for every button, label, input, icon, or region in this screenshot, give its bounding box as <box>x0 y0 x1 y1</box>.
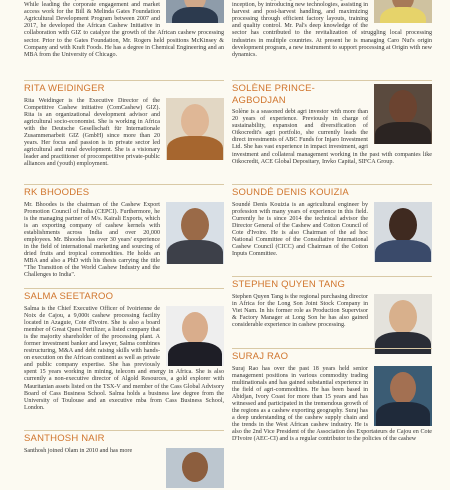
profile-sounde-denis-kouizia <box>232 184 432 264</box>
profile-name: SANTHOSH NAIR <box>24 433 105 444</box>
portrait-photo <box>374 366 432 426</box>
divider <box>24 184 224 185</box>
profile-bio: Salma is the Chief Executive Officer of Ivoirienne de Noix de Cajou, a 9,000t cashew processing facility located in Azaguie, Cote d'Ivoire. She is also a board member of Great Quest Fertilizer, a listed company that is the majority shareholder of the processing plant. A former investment banker and lawyer, Salma combines restructuring, M&A and debt raising skills with hands-on execution on the African continent as well as private and public company expertise. She has previously spent 15 years working in mining, telecom and energy in Africa. She is also currently a non-executive director of Algold Resources, a gold explorer with Mauritanian assets listed on the TSX-V and member of the Cass Global Advisory Board of Cass Business School. Salma holds a business law degree from the University of Toulouse and an executive mba from Cass Business School, London. <box>24 305 224 411</box>
profile-bio: Solène is a seasoned debt agri investor with more than 20 years of experience. Previously in charge of sustainability, expansion and diversification of Oikocredit's agri portfolio, she currently leads the direct investments of ABC Funds for Injaro Investment Ltd. She has vast experience in impact investment, agri investment and collateral management working in the past with companies like Oikocredit, ACE Global Depositary, Invko Capital, SIFCA Group. <box>232 109 432 165</box>
profile-salma-seetaroo <box>24 288 224 412</box>
profile-top-left <box>24 0 224 59</box>
portrait-photo <box>374 294 432 354</box>
profile-bio: Suraj Rao has over the past 18 years held senior management positions in various commodity trading multinationals and has gained substantial experience in the field of agri-commodities. He has been based in Abidjan, Ivory Coast for more than 15 years and has witnessed and participated in the tremendous growth of the regions as a cashew exporting geography. Suraj has a deep understanding of the cashew supply chain and the trends in the West African cashew industry. He is also the 2nd Vice President of the Association des Exportateurs de Cajou en Cote D'Ivoire (AEC-CI) and is a regular contributor to the policies of the cashew <box>232 365 432 443</box>
profile-name: RK BHOODES <box>24 187 90 198</box>
profile-name: SALMA SEETAROO <box>24 291 114 302</box>
profile-bio: Soundé Denis Kouizia is an agricultural engineer by profession with many years of experience in this field. Currently he is since 2014 the technical advisor the Director General of the Cashew and Cotton Council of Cote d'Ivoire. He is also Chairman of the ad hoc National Committee of the Consultative International Cashew Council (CICC) and Chairman of the Cotton Inputs Committee. <box>232 201 368 258</box>
profile-top-right <box>232 0 432 59</box>
portrait-photo <box>374 84 432 144</box>
portrait-photo <box>166 98 224 160</box>
divider <box>24 288 224 289</box>
divider <box>232 348 432 349</box>
profile-bio: Rita Weidinger is the Executive Director of the Competitive Cashew initiative (ComCashew) GIZ). Rita is an organizational development advisor and agricultural socio-economist. She is working in Africa with the Deutsche Gesellschaft für Internationale Zusammenarbeit GIZ (GmbH) since more than 20 years. Her focus and passion is in private sector led agricultural and rural development. She is a visionary leader and practitioner of procompetitive private-public alliances and (youth) employment. <box>24 97 160 168</box>
portrait-photo <box>166 448 224 488</box>
profile-rita-weidinger <box>24 80 224 168</box>
portrait-photo <box>374 202 432 262</box>
divider <box>24 80 224 81</box>
profile-santhosh-nair <box>24 430 224 490</box>
profile-bio: Mr. Bhoodes is the chairman of the Cashew Export Promotion Council of India (CEPCI). Furthermore, he is the managing partner of M/s. Kairali Exports, which is an exporting company of cashew kernels with establishments across India and over 20,000 employees. Mr. Bhoodes has over 30 years' experience in the field of international marketing and sourcing of dried fruits and tropical commodities. He holds an MBA and also a PhD with his thesis carrying the title "The Transition of the World Cashew Industry and the Challenges to India". <box>24 201 160 279</box>
divider <box>24 430 224 431</box>
portrait-photo <box>166 0 224 23</box>
profile-bio: Stephen Quyen Tang is the regional purchasing director in Africa for the Long Son Joint Stock Company in Viet Nam. In his former role as Production Supervisor & Factory Manager at Long Son he has also gained considerable experience in cashew processing. <box>232 293 368 328</box>
profile-solene-prince-agbodjan <box>232 80 432 166</box>
portrait-photo <box>166 306 224 366</box>
profile-name: SURAJ RAO <box>232 351 289 362</box>
divider <box>232 276 432 277</box>
profile-stephen-quyen-tang <box>232 276 432 356</box>
profile-name: RITA WEIDINGER <box>24 83 105 94</box>
profile-bio: inception, by introducing new technologies, assisting in harvest and post-harvest handling, and maximizing processing through efficient factory layouts, training and quality control. Mr. Pal's deep knowledge of the sector has contributed to the revitalization of struggling local processing industries in multiple countries. At present he is managing Caro Nut's origin development program, a new instrument to support processing at Origin with new dynamics. <box>232 2 432 58</box>
profile-suraj-rao <box>232 348 432 444</box>
profile-name: STEPHEN QUYEN TANG <box>232 279 346 290</box>
divider <box>232 80 432 81</box>
profile-bio: Santhosh joined Olam in 2010 and has more <box>24 447 133 454</box>
divider <box>232 184 432 185</box>
profile-bio: While leading the corporate engagement and market access work for the Bill & Melinda Gates Foundation Agricultural Development Program between 2007 and 2017, he developed the African Cashew Initiative in collaboration with GIZ to catalyze the growth of the African cashew processing sector. Prior to the Gates Foundation, Mr. Rogers held positions McKinsey & Company and with Kraft Foods. He has a degree in Chemical Engineering and an MBA from the University of Chicago. <box>24 2 224 58</box>
portrait-photo <box>166 202 224 264</box>
profile-rk-bhoodes <box>24 184 224 280</box>
profile-name: SOLÈNE PRINCE-AGBODJAN <box>232 83 316 106</box>
profile-name: SOUNDÉ DENIS KOUIZIA <box>232 187 349 198</box>
portrait-photo <box>374 0 432 23</box>
